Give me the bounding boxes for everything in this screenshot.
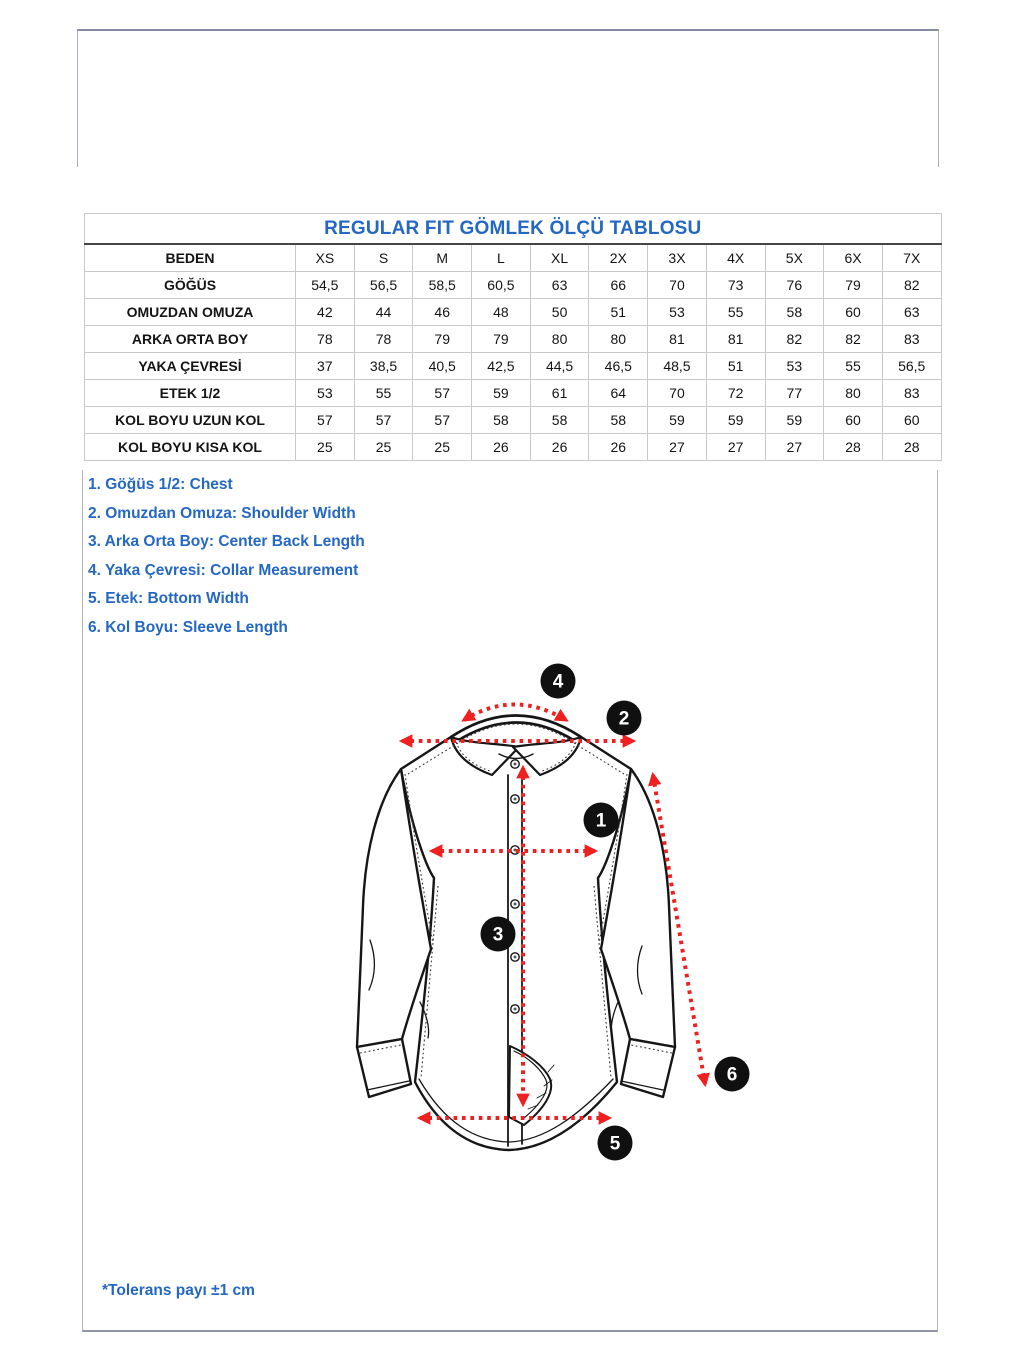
size-value-cell: 42 bbox=[296, 299, 355, 326]
row-label-cell: YAKA ÇEVRESİ bbox=[85, 353, 296, 380]
size-value-cell: 50 bbox=[530, 299, 589, 326]
measurement-legend bbox=[88, 476, 365, 636]
size-value-cell: 83 bbox=[882, 326, 941, 353]
size-value-cell: 53 bbox=[765, 353, 824, 380]
size-column-header: 2X bbox=[589, 244, 648, 272]
svg-text:3: 3 bbox=[492, 924, 504, 946]
row-label-cell: ETEK 1/2 bbox=[85, 380, 296, 407]
marker-shoulder bbox=[607, 701, 642, 736]
size-value-cell: 60 bbox=[824, 407, 883, 434]
size-value-cell: 55 bbox=[354, 380, 413, 407]
legend-item: 4. Yaka Çevresi: Collar Measurement bbox=[88, 561, 359, 579]
table-row bbox=[85, 434, 942, 461]
table-row bbox=[85, 353, 942, 380]
size-value-cell: 55 bbox=[706, 299, 765, 326]
row-label-cell: ARKA ORTA BOY bbox=[85, 326, 296, 353]
table-row bbox=[85, 407, 942, 434]
size-column-header: S bbox=[354, 244, 413, 272]
size-value-cell: 79 bbox=[824, 272, 883, 299]
size-value-cell: 80 bbox=[589, 326, 648, 353]
size-value-cell: 46 bbox=[413, 299, 472, 326]
size-value-cell: 57 bbox=[413, 407, 472, 434]
size-value-cell: 56,5 bbox=[882, 353, 941, 380]
size-value-cell: 80 bbox=[530, 326, 589, 353]
size-value-cell: 82 bbox=[765, 326, 824, 353]
size-value-cell: 26 bbox=[589, 434, 648, 461]
size-value-cell: 48,5 bbox=[648, 353, 707, 380]
size-header-row bbox=[85, 244, 942, 272]
size-value-cell: 76 bbox=[765, 272, 824, 299]
size-table bbox=[84, 213, 942, 461]
table-row bbox=[85, 326, 942, 353]
size-value-cell: 53 bbox=[648, 299, 707, 326]
size-value-cell: 83 bbox=[882, 380, 941, 407]
size-value-cell: 70 bbox=[648, 272, 707, 299]
diagram-section-box bbox=[82, 470, 938, 1332]
size-value-cell: 63 bbox=[882, 299, 941, 326]
size-value-cell: 61 bbox=[530, 380, 589, 407]
size-value-cell: 60 bbox=[824, 299, 883, 326]
size-value-cell: 79 bbox=[413, 326, 472, 353]
marker-collar bbox=[541, 664, 576, 699]
size-header-label: BEDEN bbox=[85, 244, 296, 272]
size-value-cell: 26 bbox=[530, 434, 589, 461]
table-row bbox=[85, 380, 942, 407]
size-value-cell: 28 bbox=[824, 434, 883, 461]
legend-item: 6. Kol Boyu: Sleeve Length bbox=[88, 618, 288, 636]
size-column-header: 7X bbox=[882, 244, 941, 272]
marker-bottom bbox=[598, 1126, 633, 1161]
legend-item: 5. Etek: Bottom Width bbox=[88, 590, 249, 607]
legend-item: 1. Göğüs 1/2: Chest bbox=[88, 476, 233, 493]
legend-item: 3. Arka Orta Boy: Center Back Length bbox=[88, 533, 365, 550]
shirt-measurement-diagram bbox=[331, 652, 761, 1164]
svg-text:2: 2 bbox=[618, 708, 630, 730]
size-column-header: XS bbox=[296, 244, 355, 272]
size-value-cell: 81 bbox=[706, 326, 765, 353]
size-value-cell: 81 bbox=[648, 326, 707, 353]
legend-item: 2. Omuzdan Omuza: Shoulder Width bbox=[88, 504, 356, 522]
size-value-cell: 77 bbox=[765, 380, 824, 407]
marker-chest bbox=[584, 803, 619, 838]
size-value-cell: 37 bbox=[296, 353, 355, 380]
size-value-cell: 59 bbox=[765, 407, 824, 434]
size-column-header: 4X bbox=[706, 244, 765, 272]
size-value-cell: 70 bbox=[648, 380, 707, 407]
size-value-cell: 73 bbox=[706, 272, 765, 299]
size-value-cell: 27 bbox=[706, 434, 765, 461]
size-value-cell: 40,5 bbox=[413, 353, 472, 380]
size-value-cell: 53 bbox=[296, 380, 355, 407]
svg-text:1: 1 bbox=[595, 810, 607, 832]
svg-text:6: 6 bbox=[726, 1064, 738, 1086]
table-row bbox=[85, 272, 942, 299]
size-value-cell: 63 bbox=[530, 272, 589, 299]
size-value-cell: 78 bbox=[296, 326, 355, 353]
size-value-cell: 58 bbox=[530, 407, 589, 434]
size-value-cell: 48 bbox=[472, 299, 531, 326]
size-value-cell: 72 bbox=[706, 380, 765, 407]
size-value-cell: 57 bbox=[413, 380, 472, 407]
row-label-cell: OMUZDAN OMUZA bbox=[85, 299, 296, 326]
row-label-cell: KOL BOYU UZUN KOL bbox=[85, 407, 296, 434]
size-value-cell: 58,5 bbox=[413, 272, 472, 299]
row-label-cell: GÖĞÜS bbox=[85, 272, 296, 299]
size-value-cell: 25 bbox=[354, 434, 413, 461]
size-column-header: M bbox=[413, 244, 472, 272]
size-value-cell: 59 bbox=[472, 380, 531, 407]
size-value-cell: 28 bbox=[882, 434, 941, 461]
size-value-cell: 44,5 bbox=[530, 353, 589, 380]
size-value-cell: 27 bbox=[648, 434, 707, 461]
size-value-cell: 58 bbox=[472, 407, 531, 434]
size-value-cell: 57 bbox=[354, 407, 413, 434]
size-value-cell: 57 bbox=[296, 407, 355, 434]
size-value-cell: 66 bbox=[589, 272, 648, 299]
size-value-cell: 59 bbox=[706, 407, 765, 434]
size-column-header: L bbox=[472, 244, 531, 272]
size-table-title: REGULAR FIT GÖMLEK ÖLÇÜ TABLOSU bbox=[85, 214, 942, 245]
size-value-cell: 44 bbox=[354, 299, 413, 326]
size-value-cell: 64 bbox=[589, 380, 648, 407]
size-value-cell: 25 bbox=[413, 434, 472, 461]
size-column-header: 5X bbox=[765, 244, 824, 272]
size-value-cell: 25 bbox=[296, 434, 355, 461]
row-label-cell: KOL BOYU KISA KOL bbox=[85, 434, 296, 461]
size-value-cell: 26 bbox=[472, 434, 531, 461]
size-value-cell: 60,5 bbox=[472, 272, 531, 299]
svg-text:5: 5 bbox=[609, 1133, 621, 1155]
size-value-cell: 79 bbox=[472, 326, 531, 353]
marker-center-back bbox=[481, 917, 516, 952]
size-value-cell: 51 bbox=[706, 353, 765, 380]
size-value-cell: 55 bbox=[824, 353, 883, 380]
size-value-cell: 54,5 bbox=[296, 272, 355, 299]
tolerance-footnote: *Tolerans payı ±1 cm bbox=[102, 1282, 255, 1299]
size-value-cell: 42,5 bbox=[472, 353, 531, 380]
svg-text:4: 4 bbox=[552, 671, 564, 693]
size-value-cell: 82 bbox=[824, 326, 883, 353]
marker-sleeve bbox=[715, 1057, 750, 1092]
size-value-cell: 58 bbox=[765, 299, 824, 326]
size-value-cell: 56,5 bbox=[354, 272, 413, 299]
size-table-title-row bbox=[85, 214, 942, 245]
size-value-cell: 80 bbox=[824, 380, 883, 407]
size-value-cell: 46,5 bbox=[589, 353, 648, 380]
size-value-cell: 38,5 bbox=[354, 353, 413, 380]
size-value-cell: 27 bbox=[765, 434, 824, 461]
size-value-cell: 58 bbox=[589, 407, 648, 434]
size-value-cell: 82 bbox=[882, 272, 941, 299]
table-row bbox=[85, 299, 942, 326]
size-column-header: 3X bbox=[648, 244, 707, 272]
size-column-header: XL bbox=[530, 244, 589, 272]
size-value-cell: 51 bbox=[589, 299, 648, 326]
size-value-cell: 78 bbox=[354, 326, 413, 353]
size-value-cell: 60 bbox=[882, 407, 941, 434]
size-column-header: 6X bbox=[824, 244, 883, 272]
top-empty-box bbox=[77, 29, 939, 167]
size-value-cell: 59 bbox=[648, 407, 707, 434]
